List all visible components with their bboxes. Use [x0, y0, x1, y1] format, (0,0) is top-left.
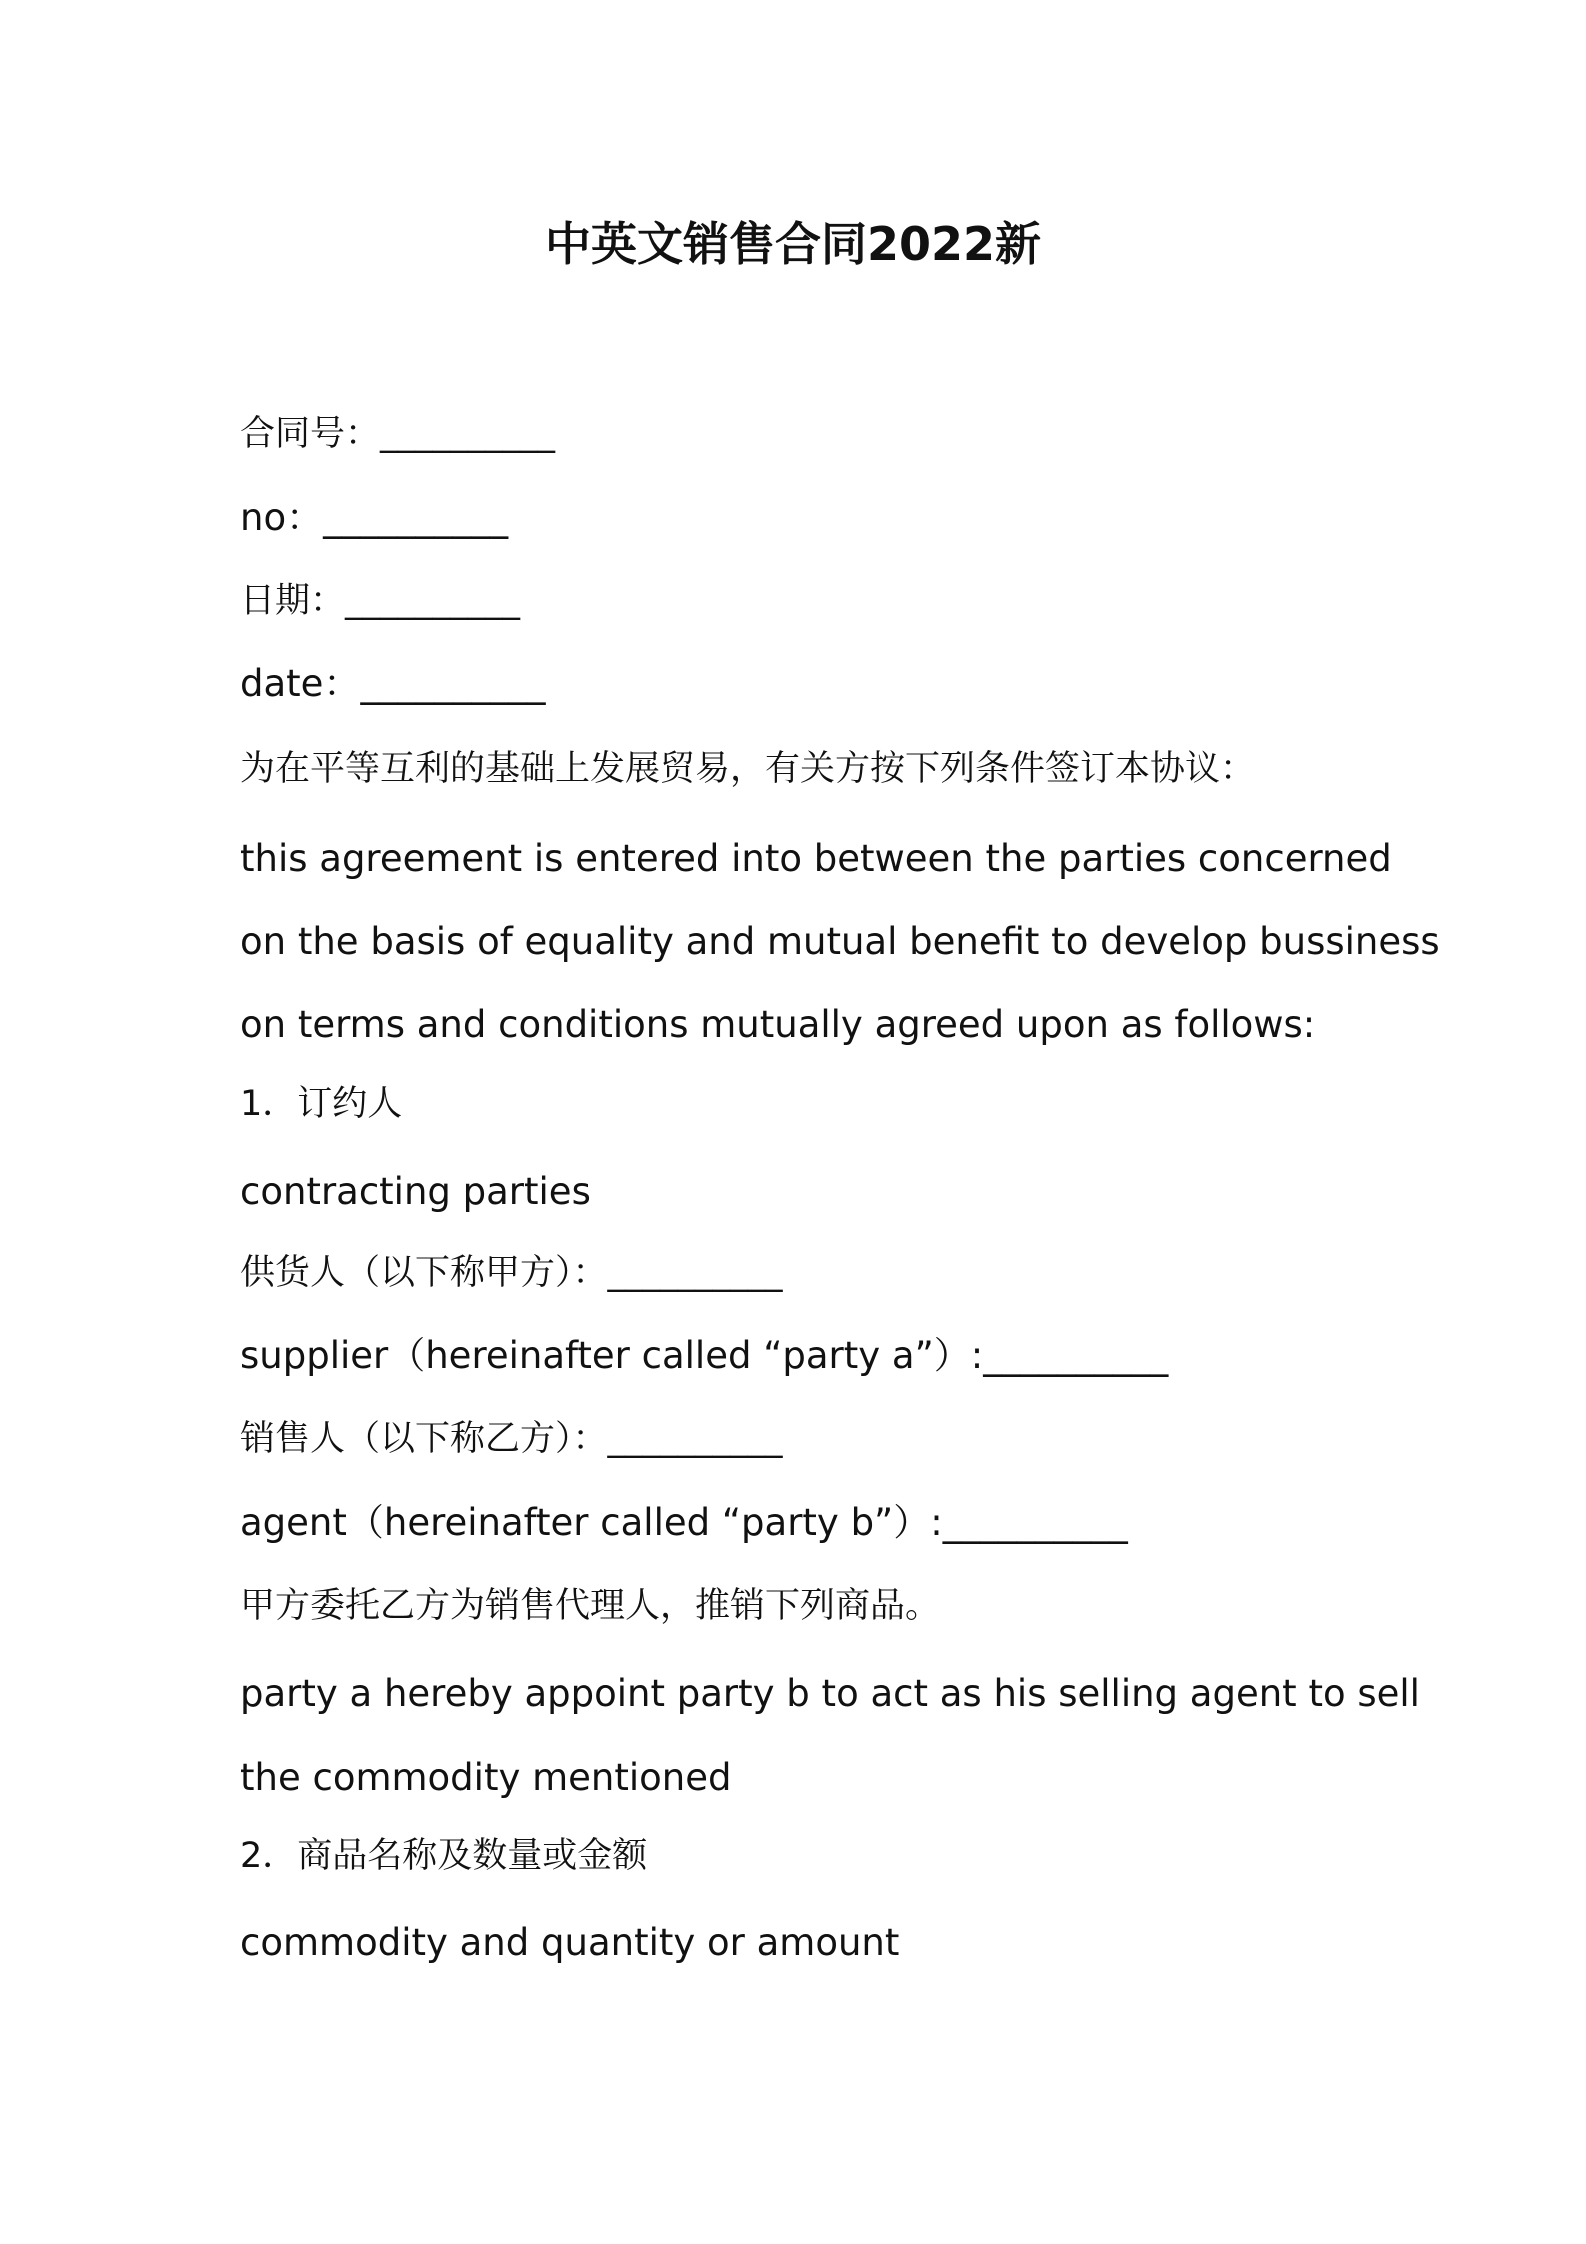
appoint-en-line-2: the commodity mentioned	[240, 1756, 732, 1799]
intro-en-line-2: on the basis of equality and mutual benefit to develop bussiness	[240, 920, 1440, 963]
intro-en-line-1: this agreement is entered into between the parties concerned	[240, 837, 1392, 880]
appoint-cn: 甲方委托乙方为销售代理人，推销下列商品。	[240, 1586, 941, 1626]
date-cn-field	[240, 577, 520, 625]
agent-cn: 销售人（以下称乙方）：__________	[240, 1419, 783, 1459]
section-2-heading-cn: 2．商品名称及数量或金额	[240, 1836, 648, 1876]
contract-number-field	[240, 410, 555, 458]
contract-number-blank: __________	[380, 414, 556, 454]
section-1-heading-en: contracting parties	[240, 1170, 591, 1213]
agent-en: agent（hereinafter called “party b”）:__________	[240, 1501, 1128, 1544]
section-1-heading-cn: 1．订约人	[240, 1084, 403, 1124]
date-cn-label: 日期：	[240, 581, 346, 621]
date-en-blank: __________	[360, 662, 546, 705]
intro-cn: 为在平等互利的基础上发展贸易，有关方按下列条件签订本协议：	[240, 749, 1256, 789]
appoint-en-line-1: party a hereby appoint party b to act as his selling agent to sell	[240, 1672, 1420, 1715]
section-2-heading-en: commodity and quantity or amount	[240, 1921, 900, 1964]
supplier-cn: 供货人（以下称甲方）：__________	[240, 1253, 783, 1293]
contract-number-label: 合同号：	[240, 414, 381, 454]
date-en-field	[240, 660, 545, 708]
no-field	[240, 494, 508, 542]
supplier-en: supplier（hereinafter called “party a”）:__________	[240, 1334, 1169, 1377]
no-label: no：	[240, 496, 324, 539]
document-title: 中英文销售合同2022新	[544, 217, 1042, 271]
no-blank: __________	[323, 496, 509, 539]
date-en-label: date：	[240, 662, 361, 705]
intro-en-line-3: on terms and conditions mutually agreed upon as follows:	[240, 1003, 1316, 1046]
date-cn-blank: __________	[345, 581, 521, 621]
